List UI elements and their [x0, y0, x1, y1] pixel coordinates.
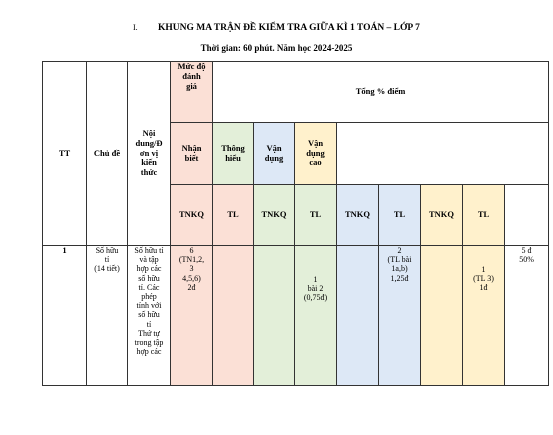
row-chu-de: Số hữu tỉ (14 tiết) [87, 246, 128, 386]
sub-tl-1: TL [213, 185, 254, 246]
sub-tnkq-2: TNKQ [254, 185, 295, 246]
header-tong-diem: Tổng % điểm [213, 62, 549, 123]
cell-nb-tl [213, 246, 254, 386]
row-noi-dung: Số hữu tỉ và tập hợp các số hữu tỉ. Các phép tính với số hữu tỉ Thứ tự trong tập hợp các [128, 246, 171, 386]
level-thong-hieu: Thông hiểu [213, 123, 254, 185]
header-muc-do: Mức độ đánh giá [171, 62, 213, 123]
header-tt: TT [43, 62, 87, 246]
level-nhan-biet: Nhận biết [171, 123, 213, 185]
title-text: KHUNG MA TRẬN ĐỀ KIỂM TRA GIỮA KÌ 1 TOÁN – LỚP 7 [158, 23, 420, 33]
cell-th-tnkq [254, 246, 295, 386]
cell-vdc-tnkq [421, 246, 463, 386]
sub-blank [505, 185, 549, 246]
cell-vdc-tl: 1 (TL 3) 1đ [463, 246, 505, 386]
cell-vd-tl: 1 bài 2 (0,75đ) [295, 246, 337, 386]
sub-tl-2: TL [295, 185, 337, 246]
sub-tl-4: TL [463, 185, 505, 246]
test-matrix-table [42, 61, 549, 386]
cell-tong: 5 đ 50% [505, 246, 549, 386]
sub-tnkq-4: TNKQ [421, 185, 463, 246]
cell-nb-tnkq: 6 (TN1,2, 3 4,5,6) 2đ [171, 246, 213, 386]
table-row [43, 246, 549, 386]
sub-tl-3: TL [379, 185, 421, 246]
sub-tnkq-1: TNKQ [171, 185, 213, 246]
cell-vd-tnkq [337, 246, 379, 386]
header-chu-de: Chủ đề [87, 62, 128, 246]
level-van-dung: Vận dụng [254, 123, 295, 185]
level-van-dung-cao: Vận dụng cao [295, 123, 337, 185]
header-blank [337, 123, 549, 185]
cell-th-tl: 2 (TL bài 1a,b) 1,25đ [379, 246, 421, 386]
row-tt: 1 [43, 246, 87, 386]
header-noi-dung: Nội dung/Đ ơn vị kiến thức [128, 62, 171, 246]
sub-tnkq-3: TNKQ [337, 185, 379, 246]
section-number: I. [133, 23, 138, 32]
document-subtitle: Thời gian: 60 phút. Năm học 2024-2025 [200, 43, 353, 53]
